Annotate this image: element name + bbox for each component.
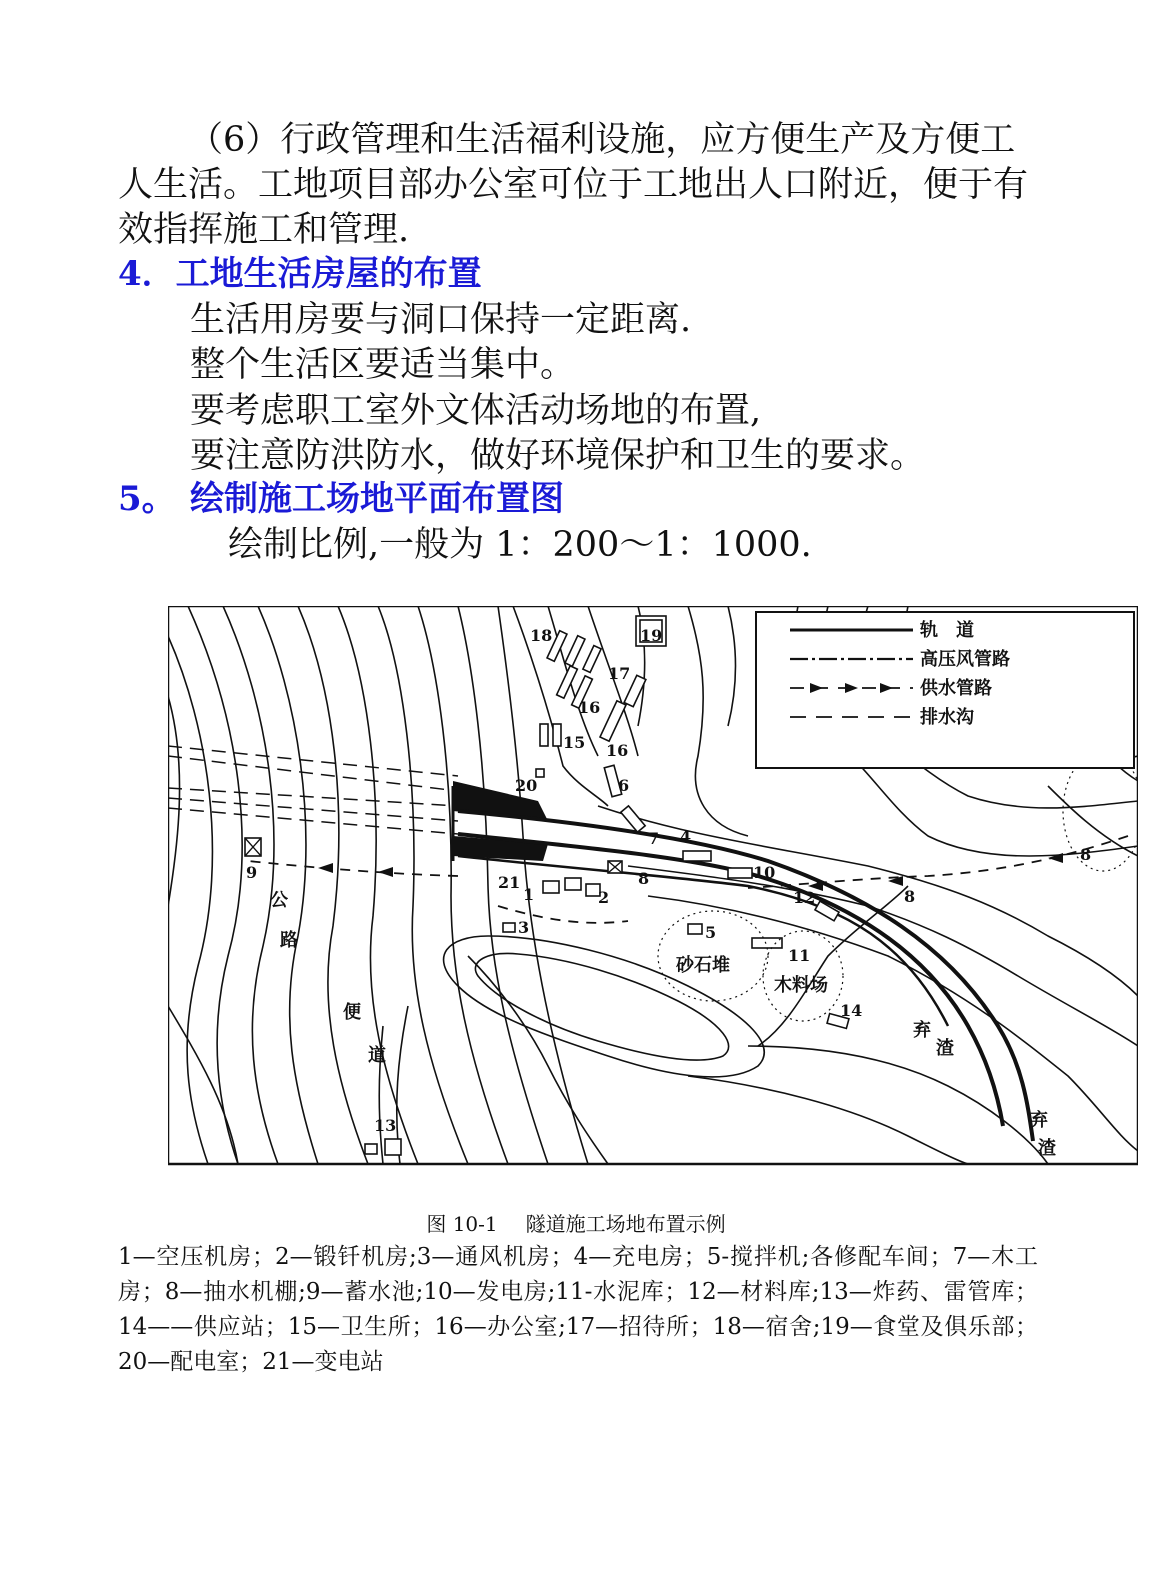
map-number: 13 [374, 1116, 397, 1135]
map-number: 8 [1080, 845, 1092, 864]
map-number: 3 [518, 918, 530, 937]
map-number: 4 [680, 827, 692, 846]
map-number: 16 [606, 741, 629, 760]
section-5-number: 5。 [118, 479, 176, 519]
section-4-item: 要考虑职工室外文体活动场地的布置, [190, 391, 762, 431]
map-number: 17 [608, 664, 631, 683]
figure-number: 图 10-1 [426, 1212, 498, 1236]
gravel-pile-label: 砂石堆 [676, 955, 730, 976]
map-number: 9 [246, 863, 258, 882]
map-legend [756, 612, 1134, 768]
section-4-number: 4． [118, 254, 176, 294]
site-layout-map [168, 606, 1138, 1166]
spoil-label: 渣 [1038, 1138, 1056, 1159]
section-5-heading [118, 477, 564, 521]
paragraph-6: （6）行政管理和生活福利设施，应方便生产及方便工人生活。工地项目部办公室可位于工地出人口附近，便于有效指挥施工和管理. [118, 120, 1029, 250]
section-4-item: 生活用房要与洞口保持一定距离. [190, 300, 692, 340]
section-4-item: 整个生活区要适当集中。 [190, 345, 576, 385]
section-4-heading [118, 252, 482, 296]
map-number: 16 [578, 698, 601, 717]
map-number: 2 [598, 888, 610, 907]
map-number: 11 [788, 946, 811, 965]
map-number: 12 [793, 888, 816, 907]
map-number: 10 [753, 863, 776, 882]
figure-caption [0, 1208, 1152, 1237]
map-number: 20 [515, 776, 538, 795]
section-5-title: 绘制施工场地平面布置图 [190, 479, 564, 519]
map-number: 19 [640, 626, 663, 645]
road-label: 便 [343, 1002, 361, 1023]
map-number: 14 [840, 1001, 863, 1020]
road-label: 公 [270, 890, 288, 911]
road-label: 道 [368, 1045, 386, 1066]
figure-title: 隧道施工场地布置示例 [525, 1212, 726, 1236]
map-number: 8 [638, 869, 650, 888]
legend-water-pipe: 供水管路 [920, 678, 992, 699]
map-number: 1 [523, 885, 535, 904]
map-number: 7 [648, 829, 660, 848]
map-number: 18 [530, 626, 553, 645]
section-4-title: 工地生活房屋的布置 [175, 254, 482, 294]
map-number: 6 [618, 776, 630, 795]
road-label: 路 [280, 930, 298, 951]
spoil-label: 弃 [913, 1020, 931, 1041]
section-4-item: 要注意防洪防水，做好环境保护和卫生的要求。 [190, 436, 926, 476]
map-number: 21 [498, 873, 521, 892]
site-layout-figure [168, 606, 1138, 1166]
spoil-label: 弃 [1030, 1110, 1048, 1131]
section-5-text: 绘制比例,一般为 1：200～1：1000. [228, 525, 812, 565]
map-number: 5 [705, 923, 717, 942]
map-number: 15 [563, 733, 586, 752]
spoil-label: 渣 [936, 1038, 954, 1059]
timber-yard-label: 木料场 [774, 975, 828, 996]
legend-air-pipe: 高压风管路 [920, 649, 1010, 670]
legend-drain: 排水沟 [920, 707, 974, 728]
legend-track: 轨 道 [920, 620, 974, 641]
figure-legend-text: 1—空压机房；2—锻钎机房;3—通风机房；4—充电房；5-搅拌机;各修配车间；7—木工房；8—抽水机棚;9—蓄水池;10—发电房;11-水泥库；12—材料库;13—炸药、雷管库；14——供应站；15—卫生所；16—办公室;17—招待所；18—宿舍;19—食堂及俱乐部；20—配电室；21—变电站 [118, 1244, 1038, 1375]
map-number: 8 [904, 887, 916, 906]
